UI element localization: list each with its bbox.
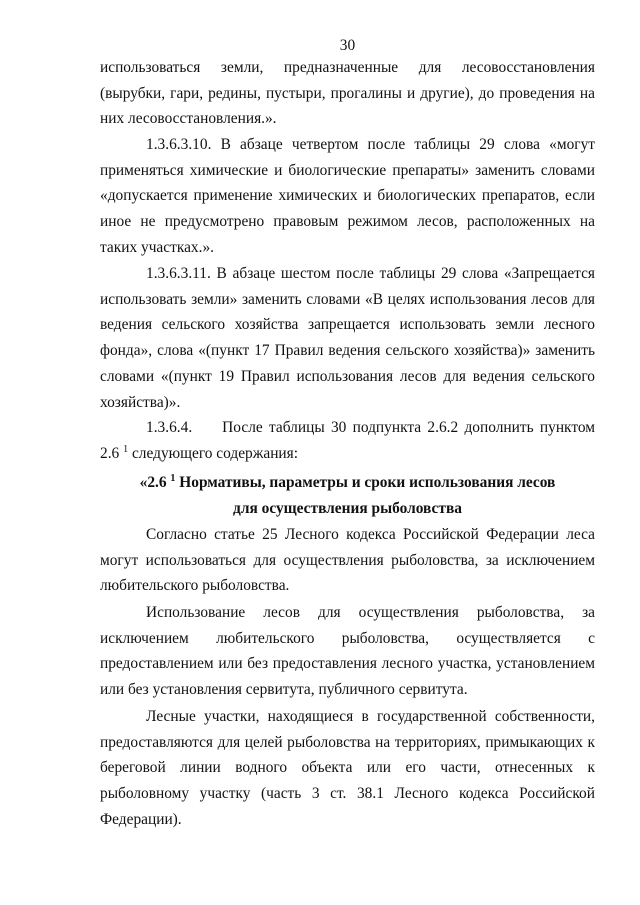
paragraph-1-3-6-3-10: 1.3.6.3.10. В абзаце четвертом после таблицы 29 слова «могут применяться химические и биологические препараты» заменить словами «допускается применение химических и биологических препаратов, если иное не предусмотрено правовым режимом лесов, расположенных на таких участках.». (100, 136, 595, 256)
paragraph-article-25: Согласно статье 25 Лесного кодекса Российской Федерации леса могут использоваться для осуществления рыболовства, за исключением любительского рыболовства. (100, 526, 595, 595)
section-heading-line-2: для осуществления рыболовства (233, 500, 462, 517)
paragraph-text-a: После таблицы 30 подпункта 2.6.2 дополнить пунктом 2.6 (100, 419, 595, 462)
paragraph-number: 1.3.6.4. (146, 419, 193, 436)
heading-line1: Нормативы, параметры и сроки использования лесов (179, 474, 556, 491)
paragraph-1-3-6-3-11: 1.3.6.3.11. В абзаце шестом после таблицы 29 слова «Запрещается использовать земли» заменить словами «В целях использования лесов для ведения сельского хозяйства запрещается использовать земли лесного фонда», слова «(пункт 17 Правил ведения сельского хозяйства)» заменить словами «(пункт 19 Правил использования лесов для ведения сельского хозяйства)». (100, 265, 595, 411)
paragraph-text-b: следующего содержания: (131, 444, 299, 462)
paragraph-1-3-6-4 (100, 415, 595, 466)
heading-prefix: «2.6 (139, 474, 167, 491)
paragraph-continuation: использоваться земли, предназначенные для лесовосстановления (вырубки, гари, редины, пустыри, прогалины и другие), до проведения на них лесовосстановления.». (100, 59, 595, 128)
section-heading-line-1 (100, 470, 595, 496)
page-number: 30 (339, 37, 356, 54)
superscript: 1 (123, 443, 129, 455)
paragraph-use-of-forests: Использование лесов для осуществления рыболовства, за исключением любительского рыболовства, осуществляется с предоставлением или без предоставления лесного участка, установлением или без установления сервитута, публичного сервитута. (100, 604, 595, 699)
paragraph-state-property: Лесные участки, находящиеся в государственной собственности, предоставляются для целей рыболовства на территориях, примыкающих к береговой линии водного объекта или его части, отнесенных к рыболовному участку (часть 3 ст. 38.1 Лесного кодекса Российской Федерации). (100, 708, 595, 828)
heading-superscript: 1 (170, 473, 176, 484)
